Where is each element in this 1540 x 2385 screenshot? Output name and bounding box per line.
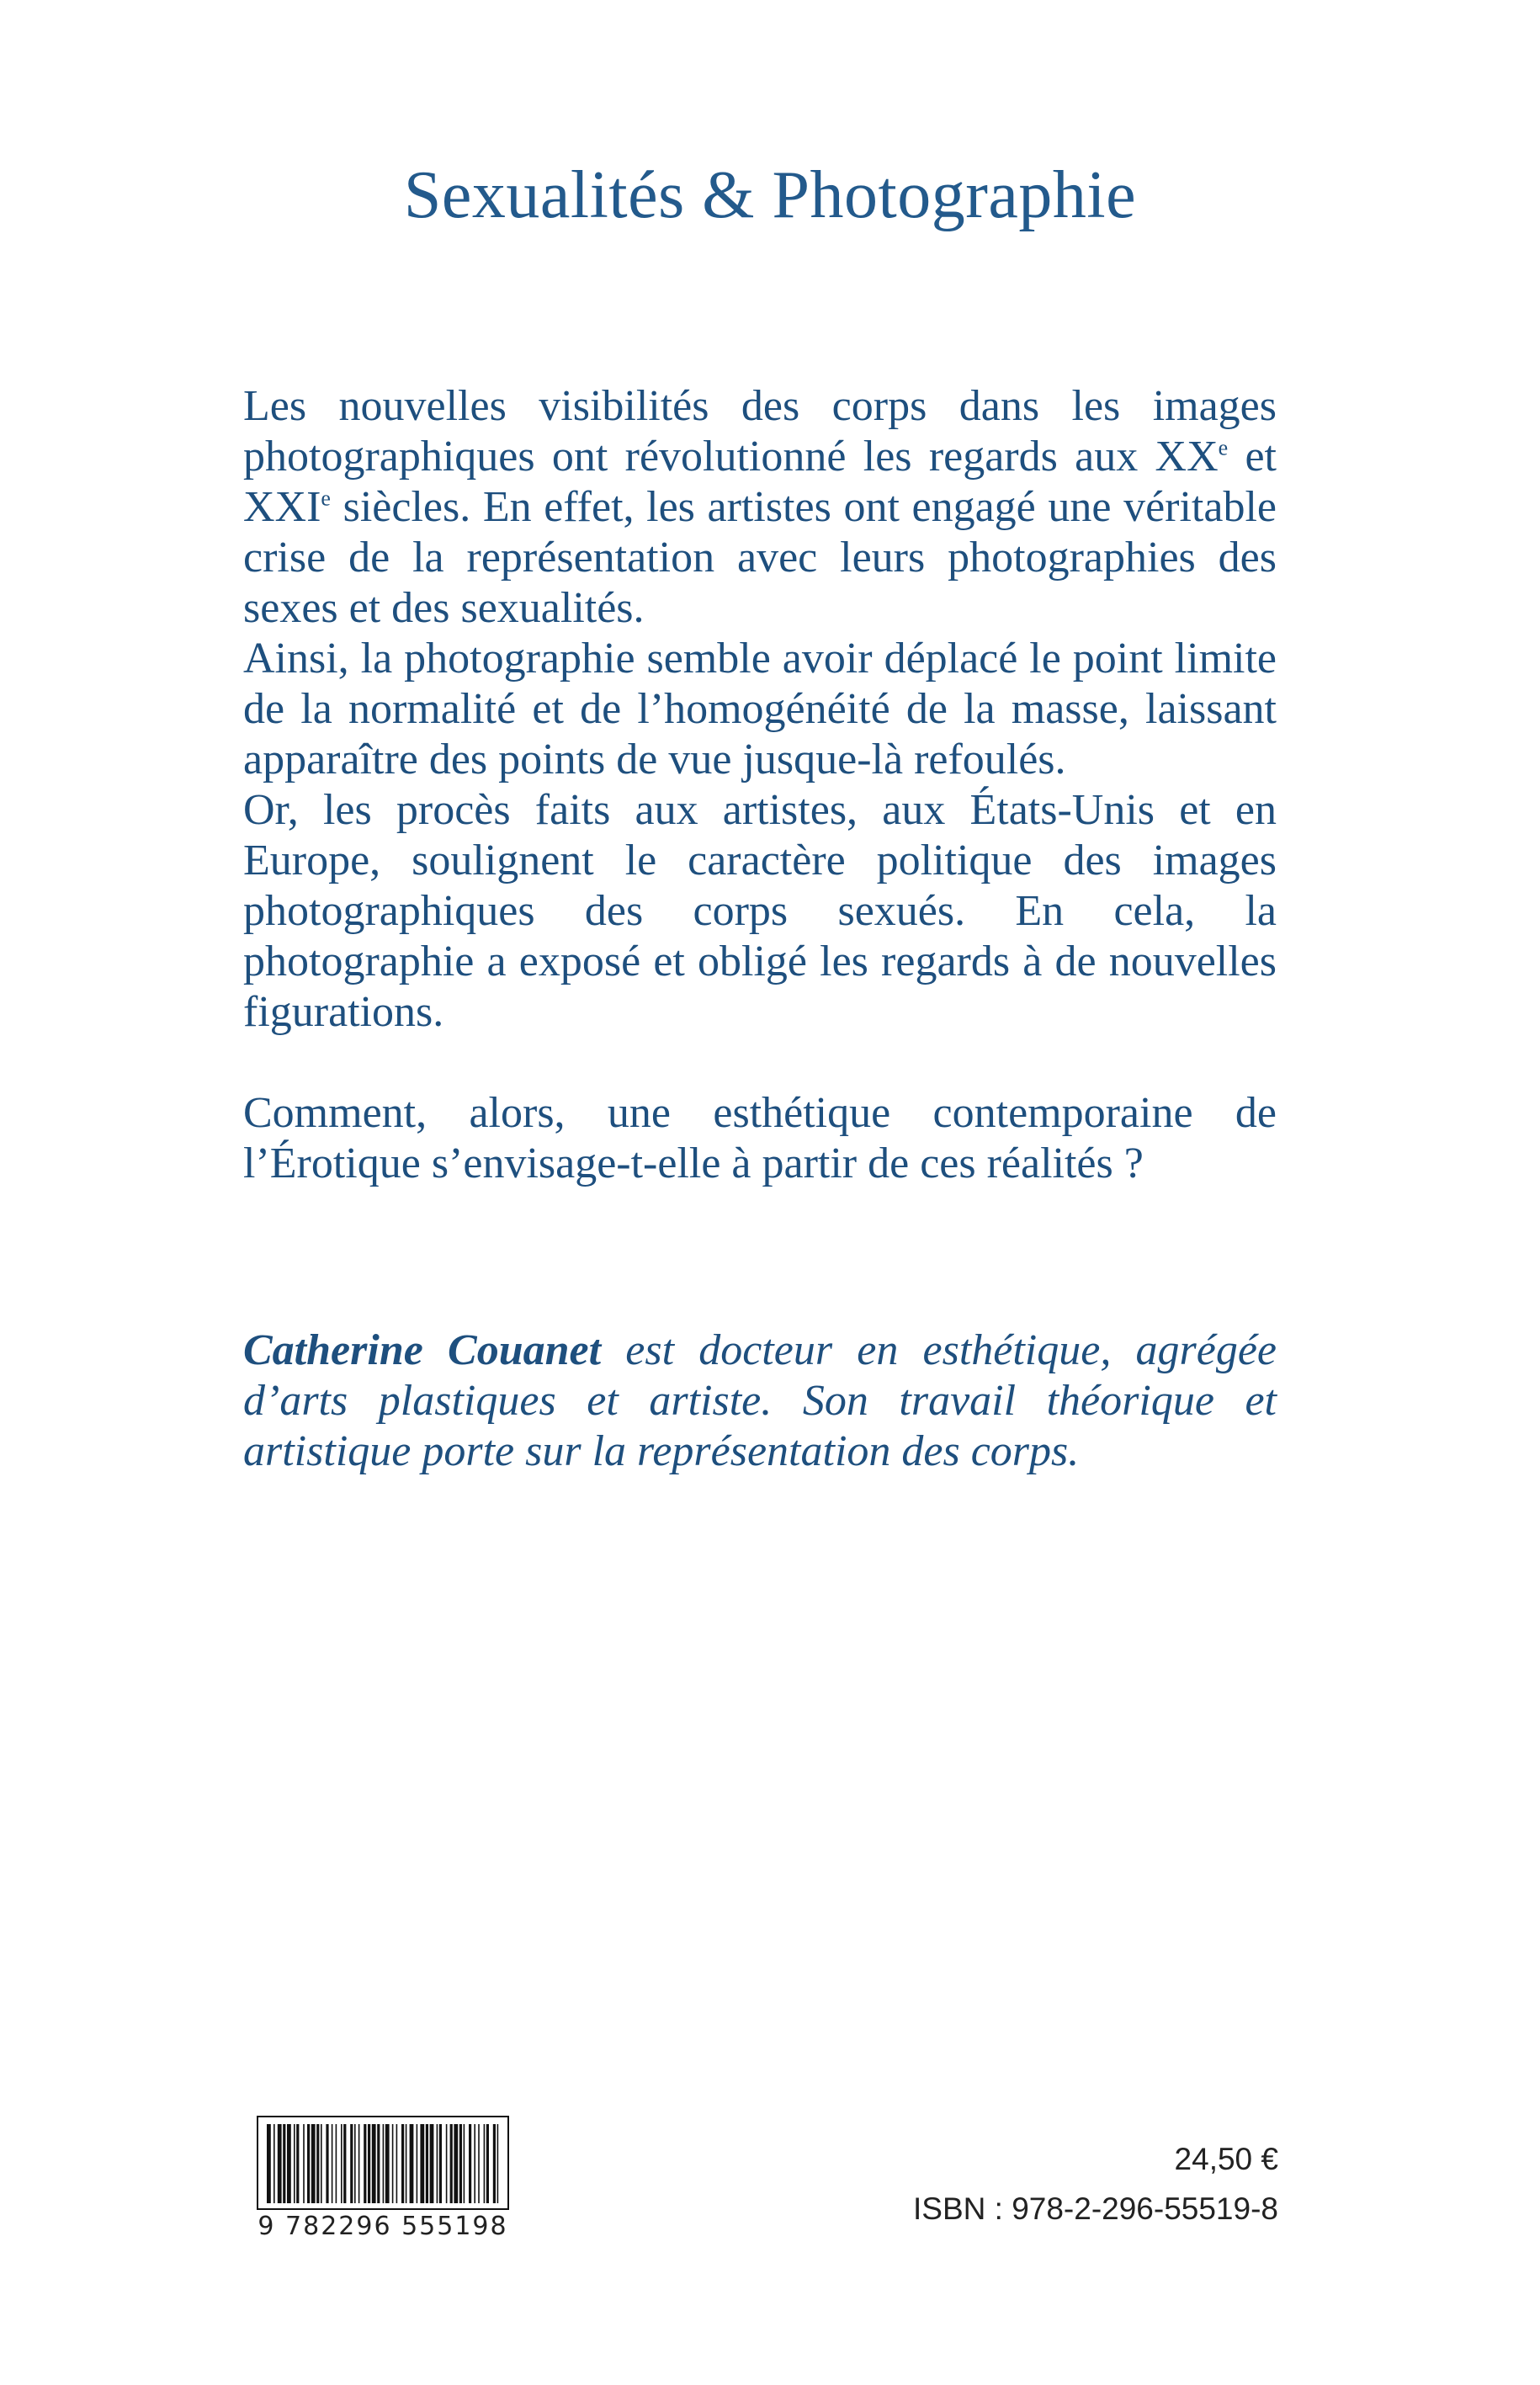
barcode-bar [420,2124,424,2203]
summary-paragraph-1 [243,381,1277,634]
barcode-bar [454,2124,458,2203]
summary-text-part-2: et XXI [243,433,1277,531]
summary-text-part-3: siècles. En effet, les artistes ont engagé une véritable crise de la représentation avec leurs photographies des sexes et des sexualités. [243,483,1277,632]
book-title: Sexualités & Photographie [403,158,1137,232]
barcode-bar [283,2124,285,2203]
barcode-bar [474,2124,475,2203]
barcode-bar [396,2124,398,2203]
barcode-bar [303,2124,305,2203]
barcode-bar [321,2124,322,2203]
barcode-bar [401,2124,404,2203]
barcode-bar [426,2124,428,2203]
barcode-bar [287,2124,291,2203]
back-cover-summary [243,381,1277,1189]
barcode-bar [336,2124,337,2203]
barcode-bar [364,2124,366,2203]
barcode-bar [341,2124,343,2203]
century-superscript-1: e [1218,435,1229,460]
barcode-bar [358,2124,360,2203]
barcode-bar [459,2124,462,2203]
barcode-bar [430,2124,434,2203]
barcode-bar [406,2124,407,2203]
barcode-bar [377,2124,380,2203]
barcode-bar [383,2124,385,2203]
author-bio [243,1325,1277,1477]
barcode-bars [267,2124,499,2203]
barcode-bar [464,2124,465,2203]
author-name: Catherine Couanet [243,1326,602,1374]
barcode-bar [273,2124,275,2203]
barcode-bar [354,2124,356,2203]
barcode-bar [446,2124,448,2203]
barcode-bar [372,2124,376,2203]
barcode-bar [294,2124,295,2203]
barcode-frame [257,2116,509,2210]
barcode-bar [484,2124,486,2203]
barcode-number: 9 782296 555198 [258,2212,508,2241]
barcode-bar [332,2124,333,2203]
barcode [257,2116,509,2250]
summary-question: Comment, alors, une esthétique contemporaine de l’Érotique s’envisage-t-elle à partir de ces réalités ? [243,1089,1277,1187]
barcode-bar [478,2124,480,2203]
barcode-bar [385,2124,390,2203]
barcode-bar [392,2124,394,2203]
barcode-bar [343,2124,346,2203]
barcode-bar [439,2124,442,2203]
century-superscript-2: e [321,486,331,511]
barcode-bar [450,2124,453,2203]
barcode-bar [278,2124,282,2203]
barcode-bar [296,2124,299,2203]
summary-paragraph-2: Ainsi, la photographie semble avoir déplacé le point limite de la normalité et de l’homogénéité de la masse, laissant apparaître des points de vue jusque-là refoulés. [243,635,1277,783]
barcode-bar [307,2124,310,2203]
barcode-bar [493,2124,496,2203]
barcode-bar [410,2124,414,2203]
barcode-bar [350,2124,353,2203]
isbn: ISBN : 978-2-296-55519-8 [913,2191,1278,2226]
barcode-bar [497,2124,499,2203]
barcode-bar [486,2124,489,2203]
price: 24,50 € [1174,2142,1278,2176]
summary-text-part-1: Les nouvelles visibilités des corps dans les images photographiques ont révolutionné les regards aux XX [243,382,1277,481]
barcode-bar [368,2124,370,2203]
author-bio-text: est docteur en esthétique, agrégée d’arts plastiques et artiste. Son travail théorique et artistique porte sur la représentation des corps. [243,1326,1277,1475]
barcode-bar [469,2124,471,2203]
barcode-bar [316,2124,319,2203]
barcode-bar [326,2124,328,2203]
barcode-bar [267,2124,271,2203]
summary-paragraph-3: Or, les procès faits aux artistes, aux États-Unis et en Europe, soulignent le caractère politique des images photographiques des corps sexués. En cela, la photographie a exposé et obligé les regards à de nouvelles figurations. [243,786,1277,1036]
barcode-bar [417,2124,418,2203]
barcode-bar [311,2124,316,2203]
barcode-bar [437,2124,438,2203]
